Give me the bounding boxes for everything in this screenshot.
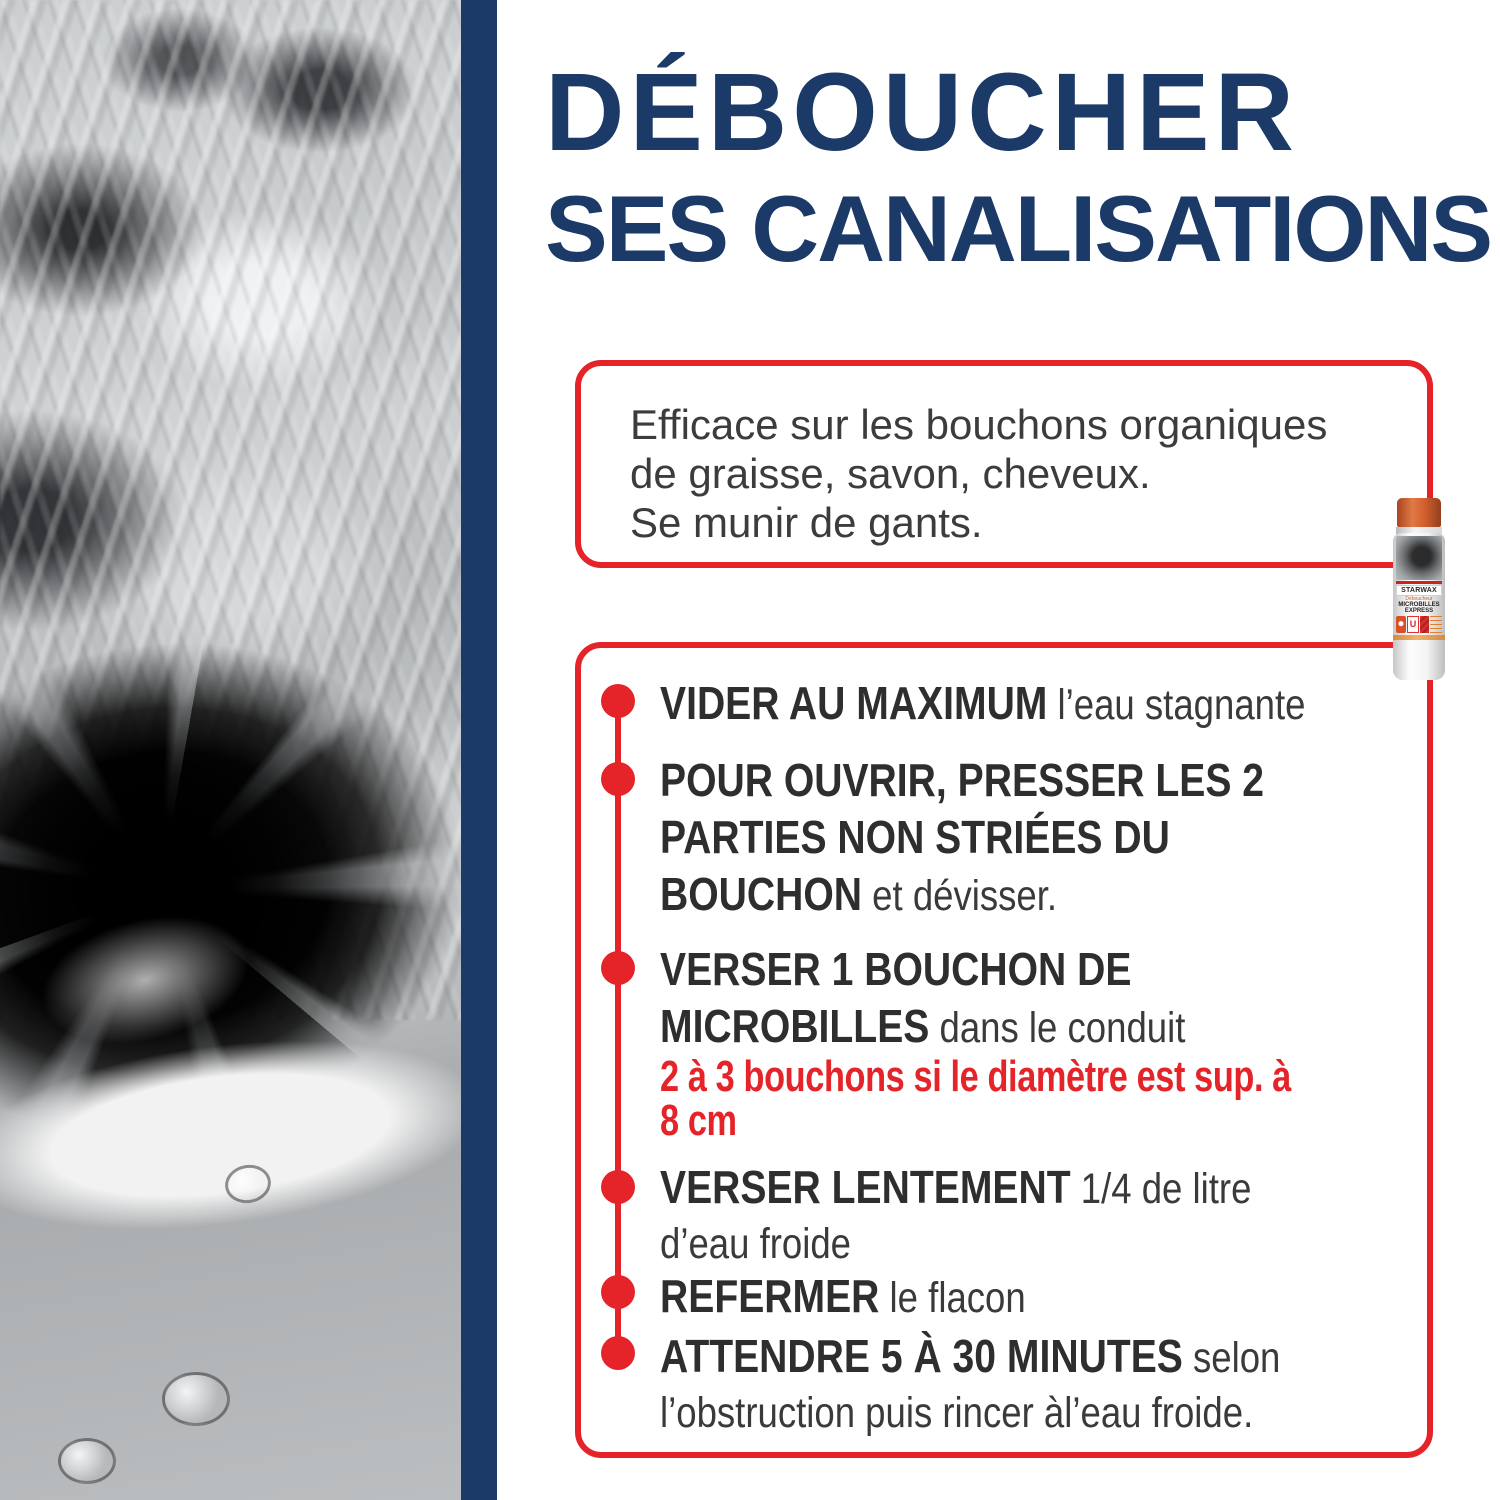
step-item-3 [660, 941, 1422, 1143]
step-text-light: l’eau stagnante [1047, 681, 1306, 729]
vertical-divider-bar [461, 0, 497, 1500]
step-text-bold: PARTIES NON STRIÉES DU [660, 811, 1170, 863]
step-line [660, 752, 1308, 809]
page-title-line2: SES CANALISATIONS [545, 176, 1492, 281]
step-bullet-dot [601, 1275, 635, 1309]
step-text-light: le flacon [879, 1274, 1026, 1322]
step-line [660, 1159, 1308, 1216]
step-bullet-dot [601, 684, 635, 718]
step-item-4 [660, 1159, 1422, 1273]
step-item-1 [660, 675, 1422, 732]
step-text-bold: REFERMER [660, 1270, 880, 1322]
shock-badge-icon [1396, 616, 1406, 633]
step-item-6 [660, 1328, 1422, 1442]
step-line [660, 675, 1308, 732]
product-bottle [1393, 498, 1445, 680]
step-text-light: l’obstruction puis rincer àl’eau froide. [660, 1389, 1254, 1437]
red-ribbon-icon [1420, 616, 1429, 633]
water-droplet [58, 1438, 116, 1484]
bottle-label-drain-image [1396, 536, 1442, 580]
intro-line: de graisse, savon, cheveux. [630, 450, 1151, 497]
step-text-light: selon [1182, 1334, 1281, 1382]
step-text-bold: MICROBILLES [660, 1000, 930, 1052]
step-item-5 [660, 1268, 1422, 1325]
bottle-label-red-bar [1396, 581, 1442, 584]
step-text-bold: VERSER LENTEMENT [660, 1161, 1071, 1213]
step-line [660, 809, 1308, 866]
step-text-bold: POUR OUVRIR, PRESSER LES 2 [660, 754, 1265, 806]
step-line [660, 1328, 1308, 1385]
water-droplet [162, 1372, 230, 1426]
step-line [660, 866, 1308, 923]
bottle-label-icons-row [1396, 616, 1442, 633]
step-text-light: dans le conduit [929, 1004, 1186, 1052]
u-bend-icon: U [1407, 616, 1419, 633]
step-line [660, 1385, 1308, 1442]
intro-text [630, 400, 1327, 547]
step-text-red: 8 cm [660, 1096, 737, 1145]
step-text-bold: VERSER 1 BOUCHON DE [660, 943, 1132, 995]
label-fine-print [1430, 616, 1442, 633]
bottle-product-type: Déboucheur [1405, 596, 1433, 602]
bottle-body [1393, 533, 1445, 680]
bottle-label-orange-stripe [1393, 635, 1445, 640]
step-line [660, 1268, 1308, 1325]
drain-photo [0, 0, 461, 1500]
step-bullet-dot [601, 1336, 635, 1370]
step-line [660, 941, 1308, 998]
step-line [660, 998, 1308, 1055]
step-text-light: 1/4 de litre [1070, 1165, 1252, 1213]
step-text-light: et dévisser. [862, 872, 1058, 920]
bottle-brand-logo: STARWAX [1396, 585, 1442, 596]
step-bullet-dot [601, 1170, 635, 1204]
step-bullet-dot [601, 762, 635, 796]
intro-line: Efficace sur les bouchons organiques [630, 401, 1328, 448]
step-text-light: d’eau froide [660, 1220, 852, 1268]
bottle-cap [1397, 498, 1441, 527]
step-text-bold: BOUCHON [660, 868, 863, 920]
timeline-connector-line [615, 701, 621, 1353]
step-text-red: 2 à 3 bouchons si le diamètre est sup. à [660, 1052, 1291, 1101]
step-line [660, 1216, 1308, 1273]
page-title-line1: DÉBOUCHER [545, 51, 1299, 174]
step-bullet-dot [601, 951, 635, 985]
step-item-2 [660, 752, 1422, 923]
step-line [660, 1052, 1291, 1101]
step-line [660, 1096, 1254, 1145]
bottle-product-name: MICROBILLES EXPRESS [1398, 602, 1440, 614]
step-text-bold: ATTENDRE 5 À 30 MINUTES [660, 1330, 1183, 1382]
intro-line: Se munir de gants. [630, 499, 983, 546]
step-text-bold: VIDER AU MAXIMUM [660, 677, 1048, 729]
